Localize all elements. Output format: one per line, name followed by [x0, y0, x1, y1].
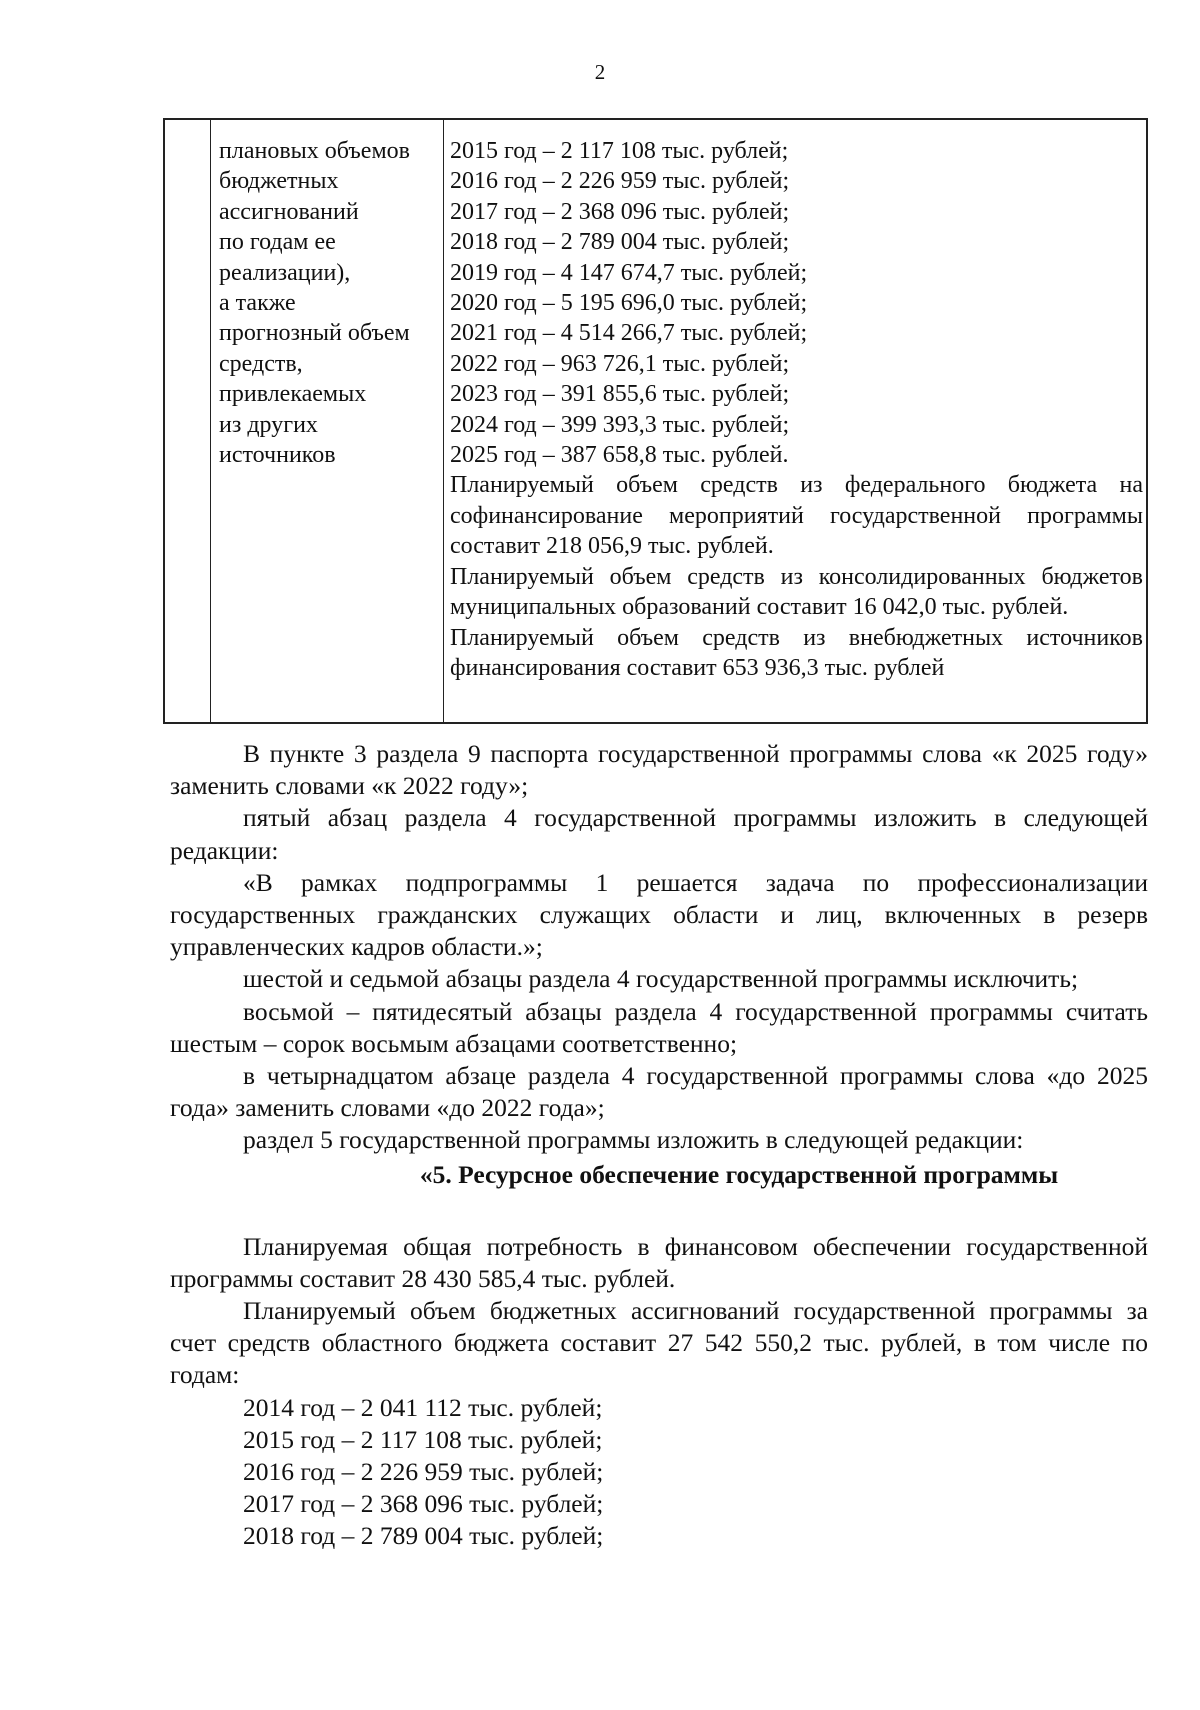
paragraph: Планируемый объем бюджетных ассигнований государственной программы за счет средств областного бюджета составит 27 542 550,2 тыс. рублей, в том числе по годам:	[170, 1296, 1148, 1390]
table-divider	[443, 120, 444, 722]
label-line: бюджетных	[219, 168, 339, 195]
year-amount: 2018 год – 2 789 004 тыс. рублей;	[243, 1521, 604, 1551]
year-amount: 2016 год – 2 226 959 тыс. рублей;	[243, 1457, 604, 1487]
year-amount: 2025 год – 387 658,8 тыс. рублей.	[450, 442, 789, 469]
year-amount: 2018 год – 2 789 004 тыс. рублей;	[450, 229, 790, 256]
paragraph: шестой и седьмой абзацы раздела 4 государственной программы исключить;	[243, 964, 1079, 994]
label-line: плановых объемов	[219, 138, 410, 164]
label-line: по годам ее	[219, 229, 336, 256]
label-line: ассигнований	[219, 198, 359, 225]
paragraph: В пункте 3 раздела 9 паспорта государственной программы слова «к 2025 году» заменить словами «к 2022 году»;	[170, 739, 1148, 801]
paragraph: в четырнадцатом абзаце раздела 4 государственной программы слова «до 2025 года» заменить словами «до 2022 года»;	[170, 1061, 1148, 1123]
label-line: источников	[219, 442, 336, 469]
page-number: 2	[594, 60, 606, 84]
year-amount: 2021 год – 4 514 266,7 тыс. рублей;	[450, 320, 808, 347]
year-amount: 2015 год – 2 117 108 тыс. рублей;	[450, 138, 789, 164]
paragraph: раздел 5 государственной программы изложить в следующей редакции:	[243, 1125, 1024, 1155]
label-line: средств,	[219, 350, 303, 377]
year-amount: 2023 год – 391 855,6 тыс. рублей;	[450, 381, 790, 408]
label-line: прогнозный объем	[219, 320, 410, 347]
label-line: а также	[219, 290, 296, 317]
spacer	[170, 1191, 1148, 1231]
year-list	[170, 1392, 1148, 1553]
section-heading: «5. Ресурсное обеспечение государственной программы	[419, 1159, 1059, 1189]
table-divider	[210, 120, 211, 722]
year-amount: 2017 год – 2 368 096 тыс. рублей;	[243, 1489, 604, 1519]
label-line: реализации),	[219, 259, 351, 286]
year-amount: 2014 год – 2 041 112 тыс. рублей;	[243, 1392, 603, 1422]
municipal-budget-paragraph: Планируемый объем средств из консолидированных бюджетов муниципальных образований составит 16 042,0 тыс. рублей.	[450, 563, 1143, 621]
year-amount: 2024 год – 399 393,3 тыс. рублей;	[450, 411, 790, 438]
document-body	[170, 738, 1148, 1553]
paragraph: восьмой – пятидесятый абзацы раздела 4 государственной программы считать шестым – сорок восьмым абзацами соответственно;	[170, 996, 1148, 1058]
table-value-cell	[450, 136, 1143, 683]
federal-budget-paragraph: Планируемый объем средств из федерального бюджета на софинансирование мероприятий государственной программы составит 218 056,9 тыс. рублей.	[450, 472, 1143, 560]
table-label-cell	[219, 136, 439, 470]
year-amount: 2022 год – 963 726,1 тыс. рублей;	[450, 350, 790, 377]
paragraph: Планируемая общая потребность в финансовом обеспечении государственной программы составит 28 430 585,4 тыс. рублей.	[170, 1231, 1148, 1293]
paragraph: пятый абзац раздела 4 государственной программы изложить в следующей редакции:	[170, 803, 1148, 865]
label-line: привлекаемых	[219, 381, 367, 408]
year-amount: 2019 год – 4 147 674,7 тыс. рублей;	[450, 259, 808, 286]
year-amount: 2016 год – 2 226 959 тыс. рублей;	[450, 168, 790, 195]
passport-table	[163, 118, 1148, 724]
paragraph: «В рамках подпрограммы 1 решается задача по профессионализации государственных гражданских служащих области и лиц, включенных в резерв управленческих кадров области.»;	[170, 867, 1148, 962]
extrabudget-paragraph: Планируемый объем средств из внебюджетных источников финансирования составит 653 936,3 тыс. рублей	[450, 624, 1143, 681]
year-amount: 2017 год – 2 368 096 тыс. рублей;	[450, 198, 790, 225]
year-amount: 2020 год – 5 195 696,0 тыс. рублей;	[450, 290, 808, 317]
label-line: из других	[219, 411, 318, 438]
year-amount: 2015 год – 2 117 108 тыс. рублей;	[243, 1424, 603, 1454]
